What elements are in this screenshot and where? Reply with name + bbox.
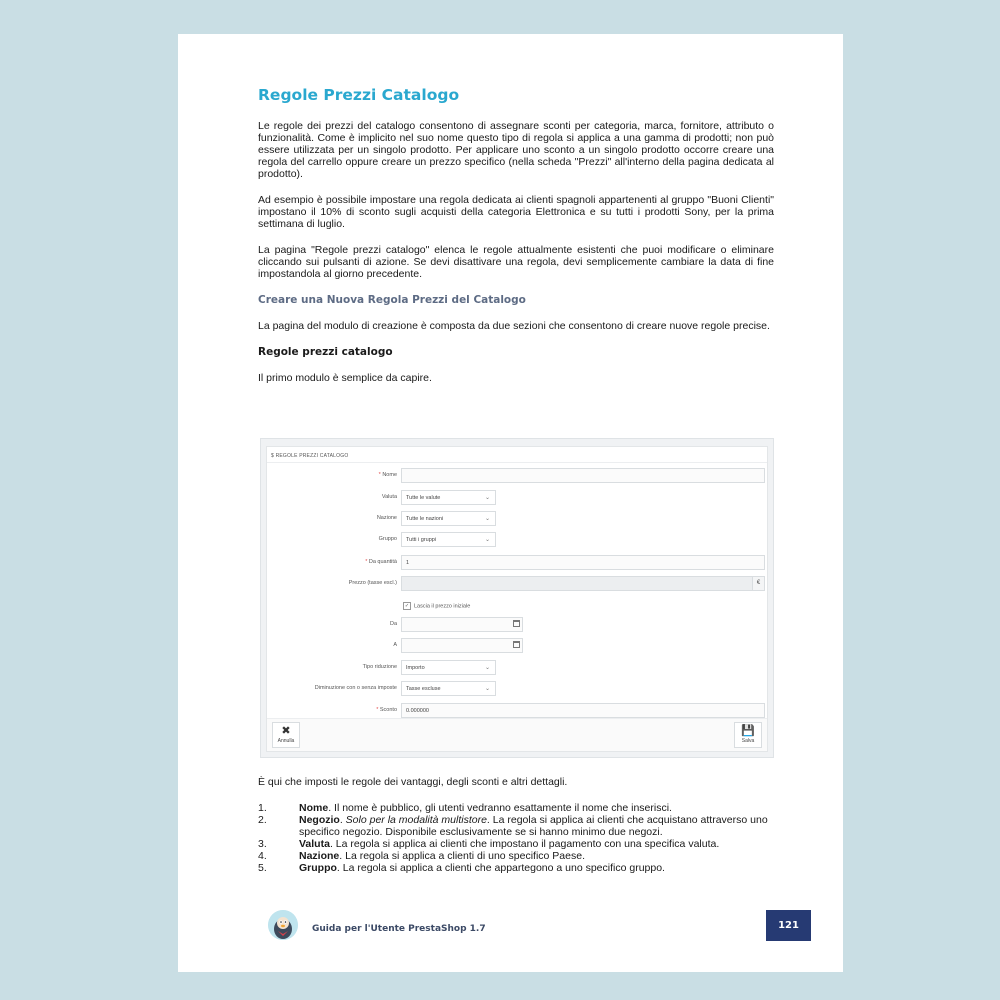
da-date-input[interactable] (401, 617, 523, 632)
row-quantita (267, 555, 769, 570)
document-page (178, 34, 843, 972)
nome-label: * Nome (378, 472, 397, 478)
row-nome (267, 468, 769, 483)
chevron-down-icon: ⌄ (484, 495, 490, 501)
row-da (267, 617, 769, 632)
save-button[interactable]: 💾 Salva (734, 722, 762, 748)
paragraph-intro: Le regole dei prezzi del catalogo consentono di assegnare sconti per categoria, marca, fornitore, attributo o funzionalità. Come è implicito nel suo nome questo tipo di regola si applica a una gamma di prodotti; non può essere utilizzata per un singolo prodotto. Per applicare uno sconto a un singolo prodotto occorre creare una regola del carrello oppure creare un prezzo specifico (nella scheda "Prezzi" all'interno della pagina dedicata al prodotto). (258, 120, 774, 180)
row-prezzo (267, 576, 769, 591)
valuta-select[interactable]: Tutte le valute ⌄ (401, 490, 496, 505)
gruppo-label: Gruppo (378, 536, 397, 542)
diminuzione-label: Diminuzione con o senza imposte (314, 685, 397, 691)
paragraph-example: Ad esempio è possibile impostare una regola dedicata ai clienti spagnoli appartenenti al gruppo "Buoni Clienti" impostano il 10% di sconto sugli acquisti della categoria Elettronica e su tutti i prodotti Sony, per la prima settimana di luglio. (258, 194, 774, 230)
prezzo-label: Prezzo (tasse escl.) (348, 580, 397, 586)
a-label: A (393, 642, 397, 648)
calendar-icon[interactable] (513, 641, 520, 648)
lascia-checkbox-row[interactable] (403, 602, 470, 610)
currency-addon: € (752, 577, 764, 590)
list-item: 5. Gruppo. La regola si applica a clienti che appartegono a uno specifico gruppo. (258, 862, 665, 874)
prezzo-input[interactable] (401, 576, 765, 591)
checkbox[interactable]: ✓ (404, 603, 410, 609)
nazione-select[interactable]: Tutte le nazioni ⌄ (401, 511, 496, 526)
subsection-heading: Regole prezzi catalogo (258, 346, 393, 358)
row-diminuzione (267, 681, 769, 696)
page-footer (266, 910, 811, 944)
chevron-down-icon: ⌄ (484, 516, 490, 522)
section-heading: Creare una Nuova Regola Prezzi del Catalogo (258, 294, 526, 306)
list-item: 3. Valuta. La regola si applica ai clienti che impostano il pagamento con una specifica valuta. (258, 838, 720, 850)
valuta-label: Valuta (381, 494, 397, 500)
page-title: Regole Prezzi Catalogo (258, 86, 460, 104)
da-label: Da (389, 621, 397, 627)
tipo-select[interactable]: Importo ⌄ (401, 660, 496, 675)
main-content (258, 86, 774, 398)
row-valuta (267, 490, 769, 505)
row-a (267, 638, 769, 653)
list-item: 1. Nome. Il nome è pubblico, gli utenti vedranno esattamente il nome che inserisci. (258, 802, 672, 814)
sconto-label: * Sconto (376, 707, 397, 713)
chevron-down-icon: ⌄ (484, 686, 490, 692)
quantita-input[interactable]: 1 (401, 555, 765, 570)
tipo-label: Tipo riduzione (362, 664, 397, 670)
chevron-down-icon: ⌄ (484, 665, 490, 671)
quantita-label: * Da quantità (365, 559, 397, 565)
paragraph-first-form: Il primo modulo è semplice da capire. (258, 372, 432, 384)
sconto-input[interactable]: 0.000000 (401, 703, 765, 718)
cancel-button[interactable]: ✖ Annulla (272, 722, 300, 748)
close-icon: ✖ (281, 725, 291, 737)
list-item: 4. Nazione. La regola si applica a clienti di uno specifico Paese. (258, 850, 585, 862)
row-gruppo (267, 532, 769, 547)
row-nazione (267, 511, 769, 526)
nome-input[interactable] (401, 468, 765, 483)
lascia-label: Lascia il prezzo iniziale (414, 603, 471, 610)
footer-title: Guida per l'Utente PrestaShop 1.7 (312, 924, 486, 934)
row-sconto (267, 703, 769, 718)
row-tipo (267, 660, 769, 675)
prestashop-logo-icon (268, 910, 298, 940)
calendar-icon[interactable] (513, 620, 520, 627)
numbered-list (258, 802, 774, 874)
list-item: 2. Negozio. Solo per la modalità multistore. La regola si applica ai clienti che acquistano attraverso uno specifico negozio. Disponibile esclusivamente se si hanno minimo due negozi. (258, 814, 768, 838)
form-footer (267, 718, 767, 751)
a-date-input[interactable] (401, 638, 523, 653)
diminuzione-select[interactable]: Tasse escluse ⌄ (401, 681, 496, 696)
paragraph-form-intro: La pagina del modulo di creazione è composta da due sezioni che consentono di creare nuove regole precise. (258, 320, 770, 332)
form-panel (266, 446, 768, 752)
panel-header: $ REGOLE PREZZI CATALOGO (267, 447, 767, 463)
after-content (258, 776, 774, 874)
form-screenshot (260, 438, 774, 758)
nazione-label: Nazione (376, 515, 397, 521)
page-number-badge: 121 (766, 910, 811, 941)
paragraph-rules: È qui che imposti le regole dei vantaggi, degli sconti e altri dettagli. (258, 776, 568, 788)
chevron-down-icon: ⌄ (484, 537, 490, 543)
gruppo-select[interactable]: Tutti i gruppi ⌄ (401, 532, 496, 547)
paragraph-list-page: La pagina "Regole prezzi catalogo" elenca le regole attualmente esistenti che puoi modificare o eliminare cliccando sui pulsanti di azione. Se devi disattivare una regola, devi semplicemente cambiare la data di fine impostandola al giorno precedente. (258, 244, 774, 280)
save-icon: 💾 (741, 725, 755, 737)
